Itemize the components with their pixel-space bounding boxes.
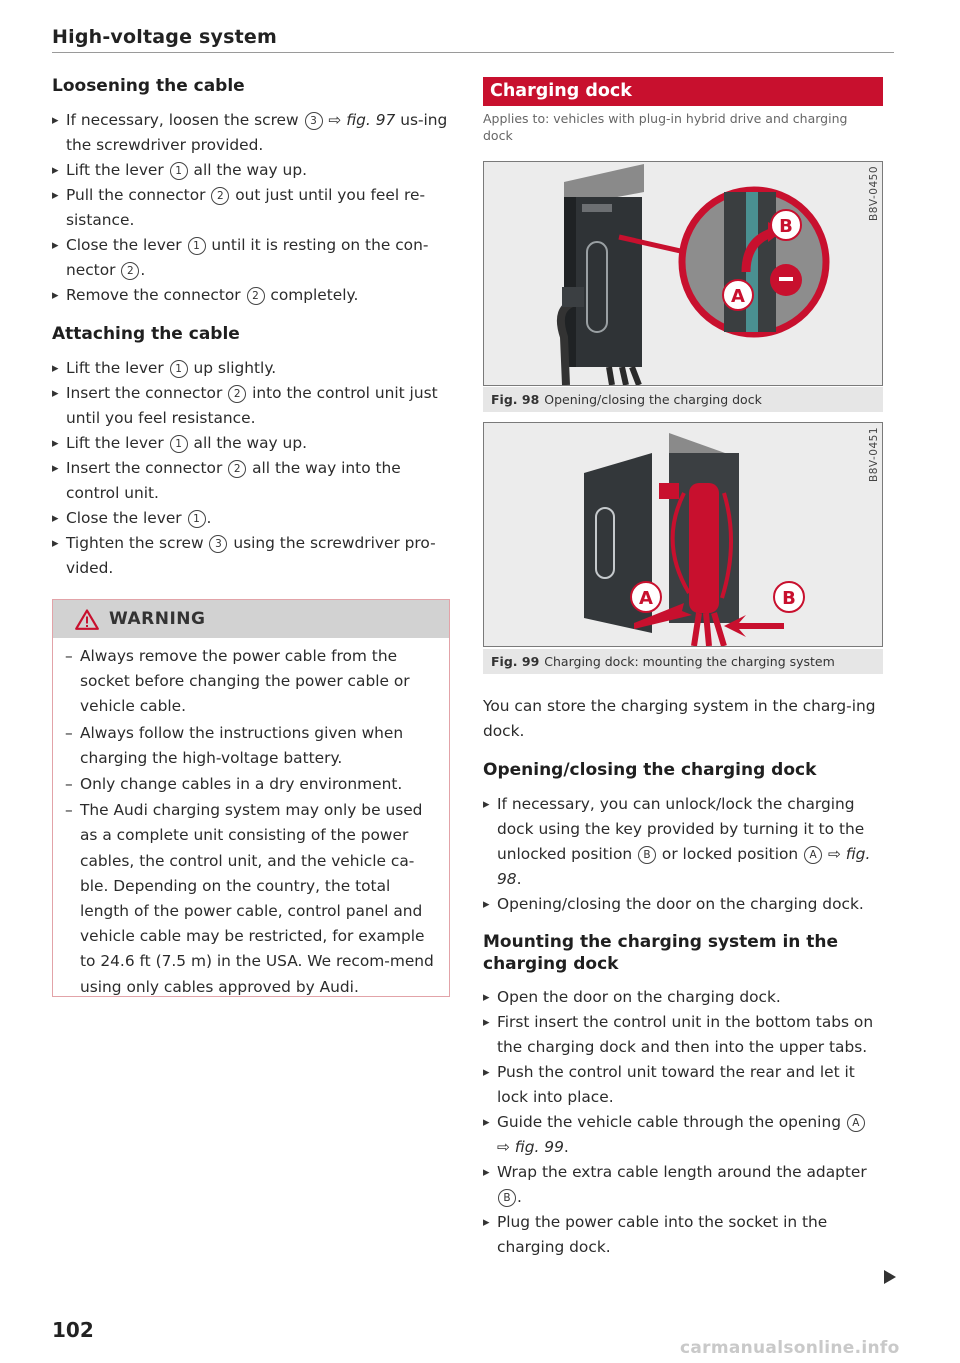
- applies-to-note: Applies to: vehicles with plug-in hybrid drive and charging dock: [483, 111, 848, 143]
- loosening-steps: [52, 108, 452, 308]
- warning-body: [53, 638, 449, 1000]
- callout-2: 2: [121, 262, 139, 280]
- list-item: ▸ If necessary, loosen the screw 3 ⇨ fig. 97 us-ing the screwdriver provided.: [52, 108, 452, 158]
- callout-2: 2: [228, 460, 246, 478]
- callout-2: 2: [211, 187, 229, 205]
- loosening-heading: Loosening the cable: [52, 76, 245, 96]
- list-item: ▸ Push the control unit toward the rear and let it lock into place.: [483, 1060, 883, 1110]
- mounting-heading: Mounting the charging system in the charging dock: [483, 932, 839, 974]
- list-item: ▸ Open the door on the charging dock.: [483, 985, 883, 1010]
- charging-dock-closed-illustration: [484, 162, 882, 385]
- list-item: ▸ Plug the power cable into the socket in the charging dock.: [483, 1210, 883, 1260]
- callout-b: B: [638, 846, 656, 864]
- callout-2: 2: [247, 287, 265, 305]
- page-header-title: High-voltage system: [52, 26, 277, 48]
- left-column: [52, 74, 452, 581]
- warning-item: – Always follow the instructions given when charging the high-voltage battery.: [65, 721, 435, 771]
- callout-b-label: B: [779, 216, 793, 237]
- callout-b-label: B: [782, 588, 796, 609]
- list-item: ▸ First insert the control unit in the bottom tabs on the charging dock and then into the upper tabs.: [483, 1010, 883, 1060]
- warning-item: – Always remove the power cable from the socket before changing the power cable or vehicle cable.: [65, 644, 435, 720]
- warning-item: – Only change cables in a dry environment.: [65, 772, 435, 797]
- callout-a-label: A: [731, 286, 745, 307]
- page-number: 102: [52, 1318, 94, 1342]
- list-item: ▸ Guide the vehicle cable through the opening A ⇨ fig. 99.: [483, 1110, 883, 1160]
- callout-2: 2: [228, 385, 246, 403]
- callout-a: A: [804, 846, 822, 864]
- intro-paragraph: You can store the charging system in the charg-ing dock.: [483, 697, 876, 740]
- callout-1: 1: [188, 237, 206, 255]
- warning-title: WARNING: [109, 609, 206, 629]
- page-header: [52, 26, 894, 53]
- list-item: ▸ Insert the connector 2 all the way into the control unit.: [52, 456, 452, 506]
- charging-dock-open-illustration: [484, 423, 882, 646]
- list-item: ▸ Pull the connector 2 out just until you feel re-sistance.: [52, 183, 452, 233]
- list-item: ▸ Lift the lever 1 all the way up.: [52, 431, 452, 456]
- list-item: ▸ Wrap the extra cable length around the adapter B .: [483, 1160, 883, 1210]
- section-banner: Charging dock: [483, 77, 883, 106]
- callout-1: 1: [170, 162, 188, 180]
- list-item: ▸ Close the lever 1 .: [52, 506, 452, 531]
- warning-item: – The Audi charging system may only be used as a complete unit consisting of the power cables, the control unit, and the vehicle ca-ble. Depending on the country, the total length of the power cable, control panel and vehicle cable may be restricted, for example to 24.6 ft (7.5 m) in the USA. We recom-mend using only cables approved by Audi.: [65, 798, 435, 1000]
- list-item: ▸ Opening/closing the door on the charging dock.: [483, 892, 883, 917]
- list-item: ▸ Close the lever 1 until it is resting on the con-nector 2 .: [52, 233, 452, 283]
- list-item: ▸ Lift the lever 1 up slightly.: [52, 356, 452, 381]
- opening-heading: Opening/closing the charging dock: [483, 760, 817, 780]
- callout-3: 3: [305, 112, 323, 130]
- figure-99-caption: Fig. 99 Charging dock: mounting the charging system: [483, 649, 883, 674]
- callout-1: 1: [170, 360, 188, 378]
- callout-3: 3: [209, 535, 227, 553]
- figure-code: B8V-0451: [868, 427, 880, 482]
- attaching-heading: Attaching the cable: [52, 324, 240, 344]
- fig-reference-link[interactable]: ⇨ fig. 98: [497, 845, 871, 888]
- list-item: ▸ Insert the connector 2 into the control unit just until you feel resistance.: [52, 381, 452, 431]
- list-item: ▸ Lift the lever 1 all the way up.: [52, 158, 452, 183]
- warning-header: [53, 600, 449, 638]
- callout-1: 1: [188, 510, 206, 528]
- warning-box: [52, 599, 450, 997]
- attaching-steps: [52, 356, 452, 581]
- right-column-body: [483, 694, 883, 1260]
- list-item: ▸ Tighten the screw 3 using the screwdriver pro-vided.: [52, 531, 452, 581]
- opening-steps: [483, 792, 883, 917]
- callout-1: 1: [170, 435, 188, 453]
- list-item: ▸ Remove the connector 2 completely.: [52, 283, 452, 308]
- figure-code: B8V-0450: [868, 166, 880, 221]
- figure-98-caption: Fig. 98 Opening/closing the charging dock: [483, 387, 883, 412]
- callout-a-label: A: [639, 588, 653, 609]
- mounting-steps: [483, 985, 883, 1260]
- callout-a: A: [847, 1114, 865, 1132]
- callout-b: B: [498, 1189, 516, 1207]
- list-item: ▸ If necessary, you can unlock/lock the charging dock using the key provided by turning it to the unlocked position B or locked position A ⇨ fig. 98.: [483, 792, 883, 892]
- continue-arrow-icon: [884, 1270, 896, 1284]
- watermark: carmanualsonline.info: [680, 1338, 900, 1358]
- figure-99-image: [483, 422, 883, 647]
- figure-98-image: [483, 161, 883, 386]
- fig-reference-link[interactable]: ⇨ fig. 99: [497, 1138, 564, 1156]
- fig-reference-link[interactable]: ⇨ fig. 97: [328, 111, 396, 129]
- right-column-top: [483, 77, 883, 144]
- warning-triangle-icon: [75, 609, 99, 630]
